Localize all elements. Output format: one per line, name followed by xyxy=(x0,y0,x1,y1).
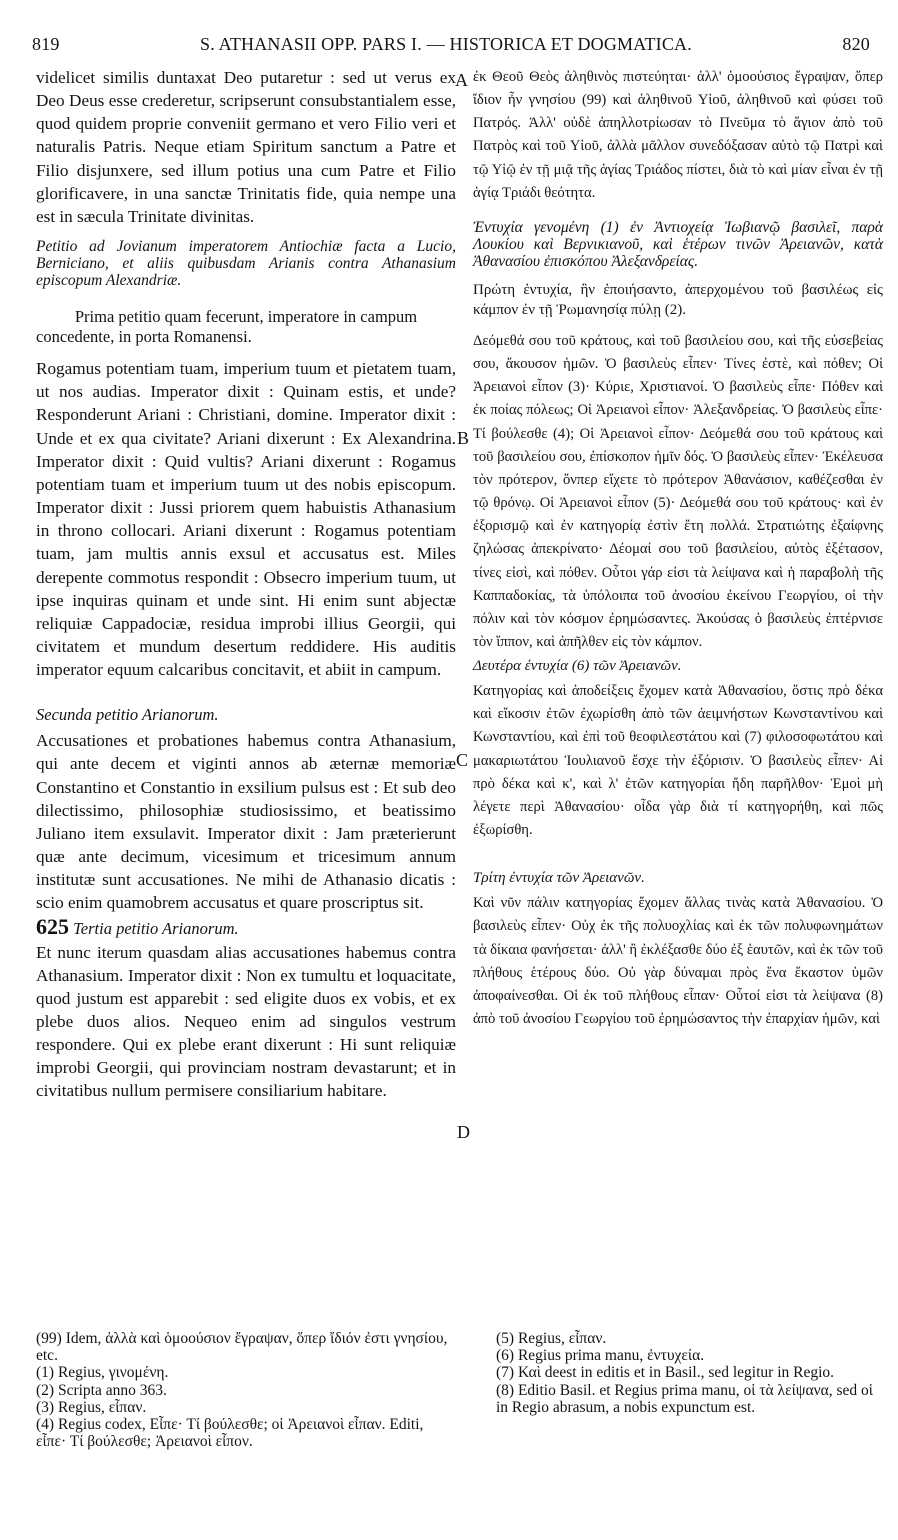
greek-heading-1: Πρώτη ἐντυχία, ἣν ἐποιήσαντο, ἀπερχομένου τοῦ βασιλέως εἰς κάμπον ἐν τῇ Ῥωμανησίᾳ πύλῃ (2). xyxy=(473,281,883,318)
greek-title: Ἐντυχία γενομένη (1) ἐν Ἀντιοχείᾳ Ἰωβιανῷ βασιλεῖ, παρὰ Λουκίου καὶ Βερνικιανοῦ, καὶ ἑτέρων τινῶν Ἀρειανῶν, κατὰ Ἀθανασίου ἐπισκόπου Ἀλεξανδρείας. xyxy=(473,218,883,270)
page-number-left: 819 xyxy=(32,34,60,54)
running-title: S. ATHANASII OPP. PARS I. — HISTORICA ET DOGMATICA. xyxy=(200,34,692,54)
latin-heading-2: Secunda petitio Arianorum. xyxy=(36,705,219,725)
latin-column xyxy=(36,66,456,1103)
latin-heading-3-text: Tertia petitio Arianorum. xyxy=(73,918,239,938)
footnote: (8) Editio Basil. et Regius prima manu, οἱ τὰ λείψανα, sed οἱ in Regio abrasum, a nobis expunctum est. xyxy=(496,1381,873,1416)
latin-title: Petitio ad Jovianum imperatorem Antiochiæ facta a Lucio, Berniciano, et aliis quibusdam Arianis contra Athanasium episcopum Alexandriæ. xyxy=(36,238,456,290)
margin-marker-c: C xyxy=(456,750,469,770)
column-number: 625 xyxy=(36,913,69,939)
latin-para-2: Rogamus potentiam tuam, imperium tuum et pietatem tuam, ut nos audias. Imperator dixit : Quinam estis, et unde? Responderunt Ariani : Christiani, domine. Imperator dixit : Unde et ex qua civitate? Ariani dixerunt : Ex Alexandrina. Imperator dixit : Quid vultis? Ariani dixerunt : Rogamus potentiam tuam et imperium tuum ut des nobis episcopum. Imperator dixit : Jussi priorem quem habuistis Athanasium in throno collocari. Ariani dixerunt : Rogamus potentiam tuam, jam multis annis exsul et accusatus est. Miles derepente commotus respondit : Obsecro imperium tuum, ut ipse inquiras quinam et unde sint. Hi enim sunt abjectæ reliquiæ Cappadociæ, residua improbi illius Georgii, qui civitatem et mundum desertum reddidere. His auditis imperator equum calcaribus concitavit, et abiit in campum. xyxy=(36,359,456,680)
margin-marker-a: A xyxy=(455,70,468,90)
greek-para-4: Καὶ νῦν πάλιν κατηγορίας ἔχομεν ἄλλας τινὰς κατὰ Ἀθανασίου. Ὁ βασιλεὺς εἶπεν· Οὐχ ἐκ τῆς πολυοχλίας καὶ ἐκ τῶν πολυφωνημάτων τὰ δίκαια φανήσεται· ἀλλ' ἢ ἐκλέξασθε δύο ἐξ ἑαυτῶν, καὶ ἐκ τῶν τοῦ πλήθους ἑτέρους δύο. Οὐ γὰρ δύναμαι πρὸς ἕνα ἕκαστον ὑμῶν ἀποφαίνεσθαι. Οἱ ἐκ τοῦ πλήθους εἶπαν· Οὗτοί εἰσι τὰ λείψανα (8) ἀπὸ τοῦ ἀνοσίου Γεωργίου τοῦ ἐρημώσαντος τὴν ἐπαρχίαν ἡμῶν, καὶ xyxy=(473,895,883,1027)
page-header xyxy=(0,34,898,60)
footnotes-left xyxy=(36,1330,456,1450)
footnote: (6) Regius prima manu, ἐντυχεία. xyxy=(496,1347,705,1365)
latin-para-4: Et nunc iterum quasdam alias accusationes habemus contra Athanasium. Imperator dixit : Non ex tumultu et loquacitate, quod justum est apparebit : sed eligite duos ex vobis, et ex plebe duos alios. Nequeo enim ad singulos vestrum respondere. Qui ex plebe erant dixerunt : Hi sunt reliquiæ improbi Georgii, qui provinciam nostram devastarunt; et in civitatibus nullum permisere consiliarium habitare. xyxy=(36,942,456,1101)
footnote: (5) Regius, εἶπαν. xyxy=(496,1330,607,1347)
footnote: (7) Καὶ deest in editis et in Basil., sed legitur in Regio. xyxy=(496,1364,835,1382)
greek-para-2: Δεόμεθά σου τοῦ κράτους, καὶ τοῦ βασιλείου σου, καὶ τῆς εὐσεβείας σου, ἄκουσον ἡμῶν. Ὁ βασιλεὺς εἶπεν· Τίνες ἐστὲ, καὶ πόθεν; Οἱ Ἀρειανοὶ εἶπον (3)· Κύριε, Χριστιανοί. Ὁ βασιλεὺς εἶπε· Πόθεν καὶ ἐκ ποίας πόλεως; Οἱ Ἀρειανοὶ εἶπον· Ἀλεξανδρείας. Ὁ βασιλεὺς εἶπε· Τί βούλεσθε (4); Οἱ Ἀρειανοὶ εἶπον· Δεόμεθά σου τοῦ κράτους καὶ τοῦ βασιλείου σου, ἐπίσκοπον ἡμῖν δός. Ὁ βασιλεὺς εἶπεν· Ἐκέλευσα τὸν πρότερον, ὅνπερ εἴχετε τὸ πρότερον Ἀθανάσιον, καθέζεσθαι ἐν τῷ θρόνῳ. Οἱ Ἀρειανοὶ εἶπον (5)· Δεόμεθά σου τοῦ κράτους· καὶ ἐν ἐξορισμῷ καὶ ἐν κατηγορίᾳ ἐστὶν ἔτη πολλά. Στρατιώτης ἐξαίφνης ζηλώσας ἀπεκρίνατο· Δέομαί σου τοῦ βασιλείου, αὐτὸς ἐξέτασον, τίνες εἰσὶ, καὶ πόθεν. Οὗτοι γάρ εἰσι τὰ λείψανα καὶ ἡ παραβολὴ τῆς Καππαδοκίας, τὰ ὑπόλοιπα τοῦ ἀνοσίου ἐκείνου Γεωργίου, οἱ τὴν πόλιν καὶ τὸν κόσμον ἐρημώσαντες. Ἀκούσας ὁ βασιλεὺς ἐπτέρνισε τὸν ἵππον, καὶ ἀπῆλθεν εἰς τὸν κάμπον. xyxy=(473,332,883,650)
greek-column xyxy=(473,66,883,1031)
greek-para-3: Κατηγορίας καὶ ἀποδείξεις ἔχομεν κατὰ Ἀθανασίου, ὅστις πρὸ δέκα καὶ εἴκοσιν ἐτῶν ἐχωρίσθη ἀπὸ τῶν ἀειμνήστων Κωνσταντίνου καὶ Κωνσταντίου, καὶ ἐπὶ τοῦ θεοφιλεστάτου καὶ (7) φιλοσοφωτάτου καὶ μακαριωτάτου Ἰουλιανοῦ ἔσχε τὴν ἐξόρισιν. Ὁ βασιλεὺς εἶπεν· Αἱ πρὸ δέκα καὶ κ', καὶ λ' ἐτῶν κατηγορίαι ἤδη παρῆλθον· Ἐμοὶ μὴ λέγετε περὶ Ἀθανασίου· οἶδα γὰρ διὰ τί κατηγορήθη, καὶ πῶς ἐξωρίσθη. xyxy=(473,683,883,839)
footnote: (3) Regius, εἶπαν. xyxy=(36,1398,147,1416)
latin-para-1: videlicet similis duntaxat Deo putaretur : sed ut verus ex Deo Deus esse crederetur, scripserunt consubstantialem esse, quod quidem proprie conveniit germano et vero Filio veri et naturalis Patris. Neque etiam Spiritum sanctum a Patre et Filio disjunxere, sed illum potius una cum Patre et Filio glorificavere, in una sanctæ Trinitatis fide, quia nempe una est in sæcula Trinitate divinitas. xyxy=(36,68,456,226)
latin-para-3: Accusationes et probationes habemus contra Athanasium, qui ante decem et viginti annos ab æternæ memoriæ Constantino et Constantio in exsilium pulsus est : Et sub deo dilectissimo, philosophiæ studiosissimo, et beatissimo Juliano item exsulavit. Imperator dixit : Jam præterierunt quæ ante decimum, vicesimum et tricesimum annum institutæ sunt accusationes. Ne mihi de Athanasio dicatis : scio enim quamobrem accusatus et quare proscriptus sit. xyxy=(36,731,456,913)
latin-heading-3 xyxy=(36,913,456,939)
greek-para-1: ἐκ Θεοῦ Θεὸς ἀληθινὸς πιστεύηται· ἀλλ' ὁμοούσιος ἔγραψαν, ὅπερ ἴδιον ἦν γνησίου (99) καὶ ἀληθινοῦ Υἱοῦ, ἀληθινοῦ καὶ φύσει τοῦ Πατρός. Ἀλλ' οὐδὲ ἀπηλλοτρίωσαν τὸ Πνεῦμα τὸ ἅγιον ἀπὸ τοῦ Πατρὸς καὶ τοῦ Υἱοῦ, ἀλλὰ μᾶλλον συνεδόξασαν αὐτὸ τῷ Πατρὶ καὶ τῷ Υἱῷ ἐν τῇ μιᾷ τῆς ἁγίας Τριάδος πίστει, διὰ τὸ καὶ μίαν εἶναι ἐν τῇ ἁγίᾳ Τριάδι θεότητα. xyxy=(473,69,883,201)
greek-heading-2: Δευτέρα ἐντυχία (6) τῶν Ἀρειανῶν. xyxy=(473,658,682,675)
page-number-right: 820 xyxy=(842,34,870,54)
footnote: (99) Idem, ἀλλὰ καὶ ὁμοούσιον ἔγραψαν, ὅπερ ἴδιόν ἐστι γνησίου, etc. xyxy=(36,1330,448,1365)
margin-marker-d: D xyxy=(457,1122,470,1142)
footnotes-right xyxy=(496,1330,886,1416)
footnote: (4) Regius codex, Εἶπε· Τί βούλεσθε; οἱ Ἀρειανοὶ εἶπαν. Editi, εἶπε· Τί βούλεσθε; Ἀρειανοὶ εἶπον. xyxy=(36,1416,424,1451)
greek-heading-3: Τρίτη ἐντυχία τῶν Ἀρειανῶν. xyxy=(473,870,645,887)
footnote: (2) Scripta anno 363. xyxy=(36,1381,167,1399)
latin-heading-1: Prima petitio quam fecerunt, imperatore in campum concedente, in porta Romanensi. xyxy=(36,307,418,347)
footnote: (1) Regius, γινομένη. xyxy=(36,1364,169,1382)
margin-marker-b: B xyxy=(457,428,470,448)
